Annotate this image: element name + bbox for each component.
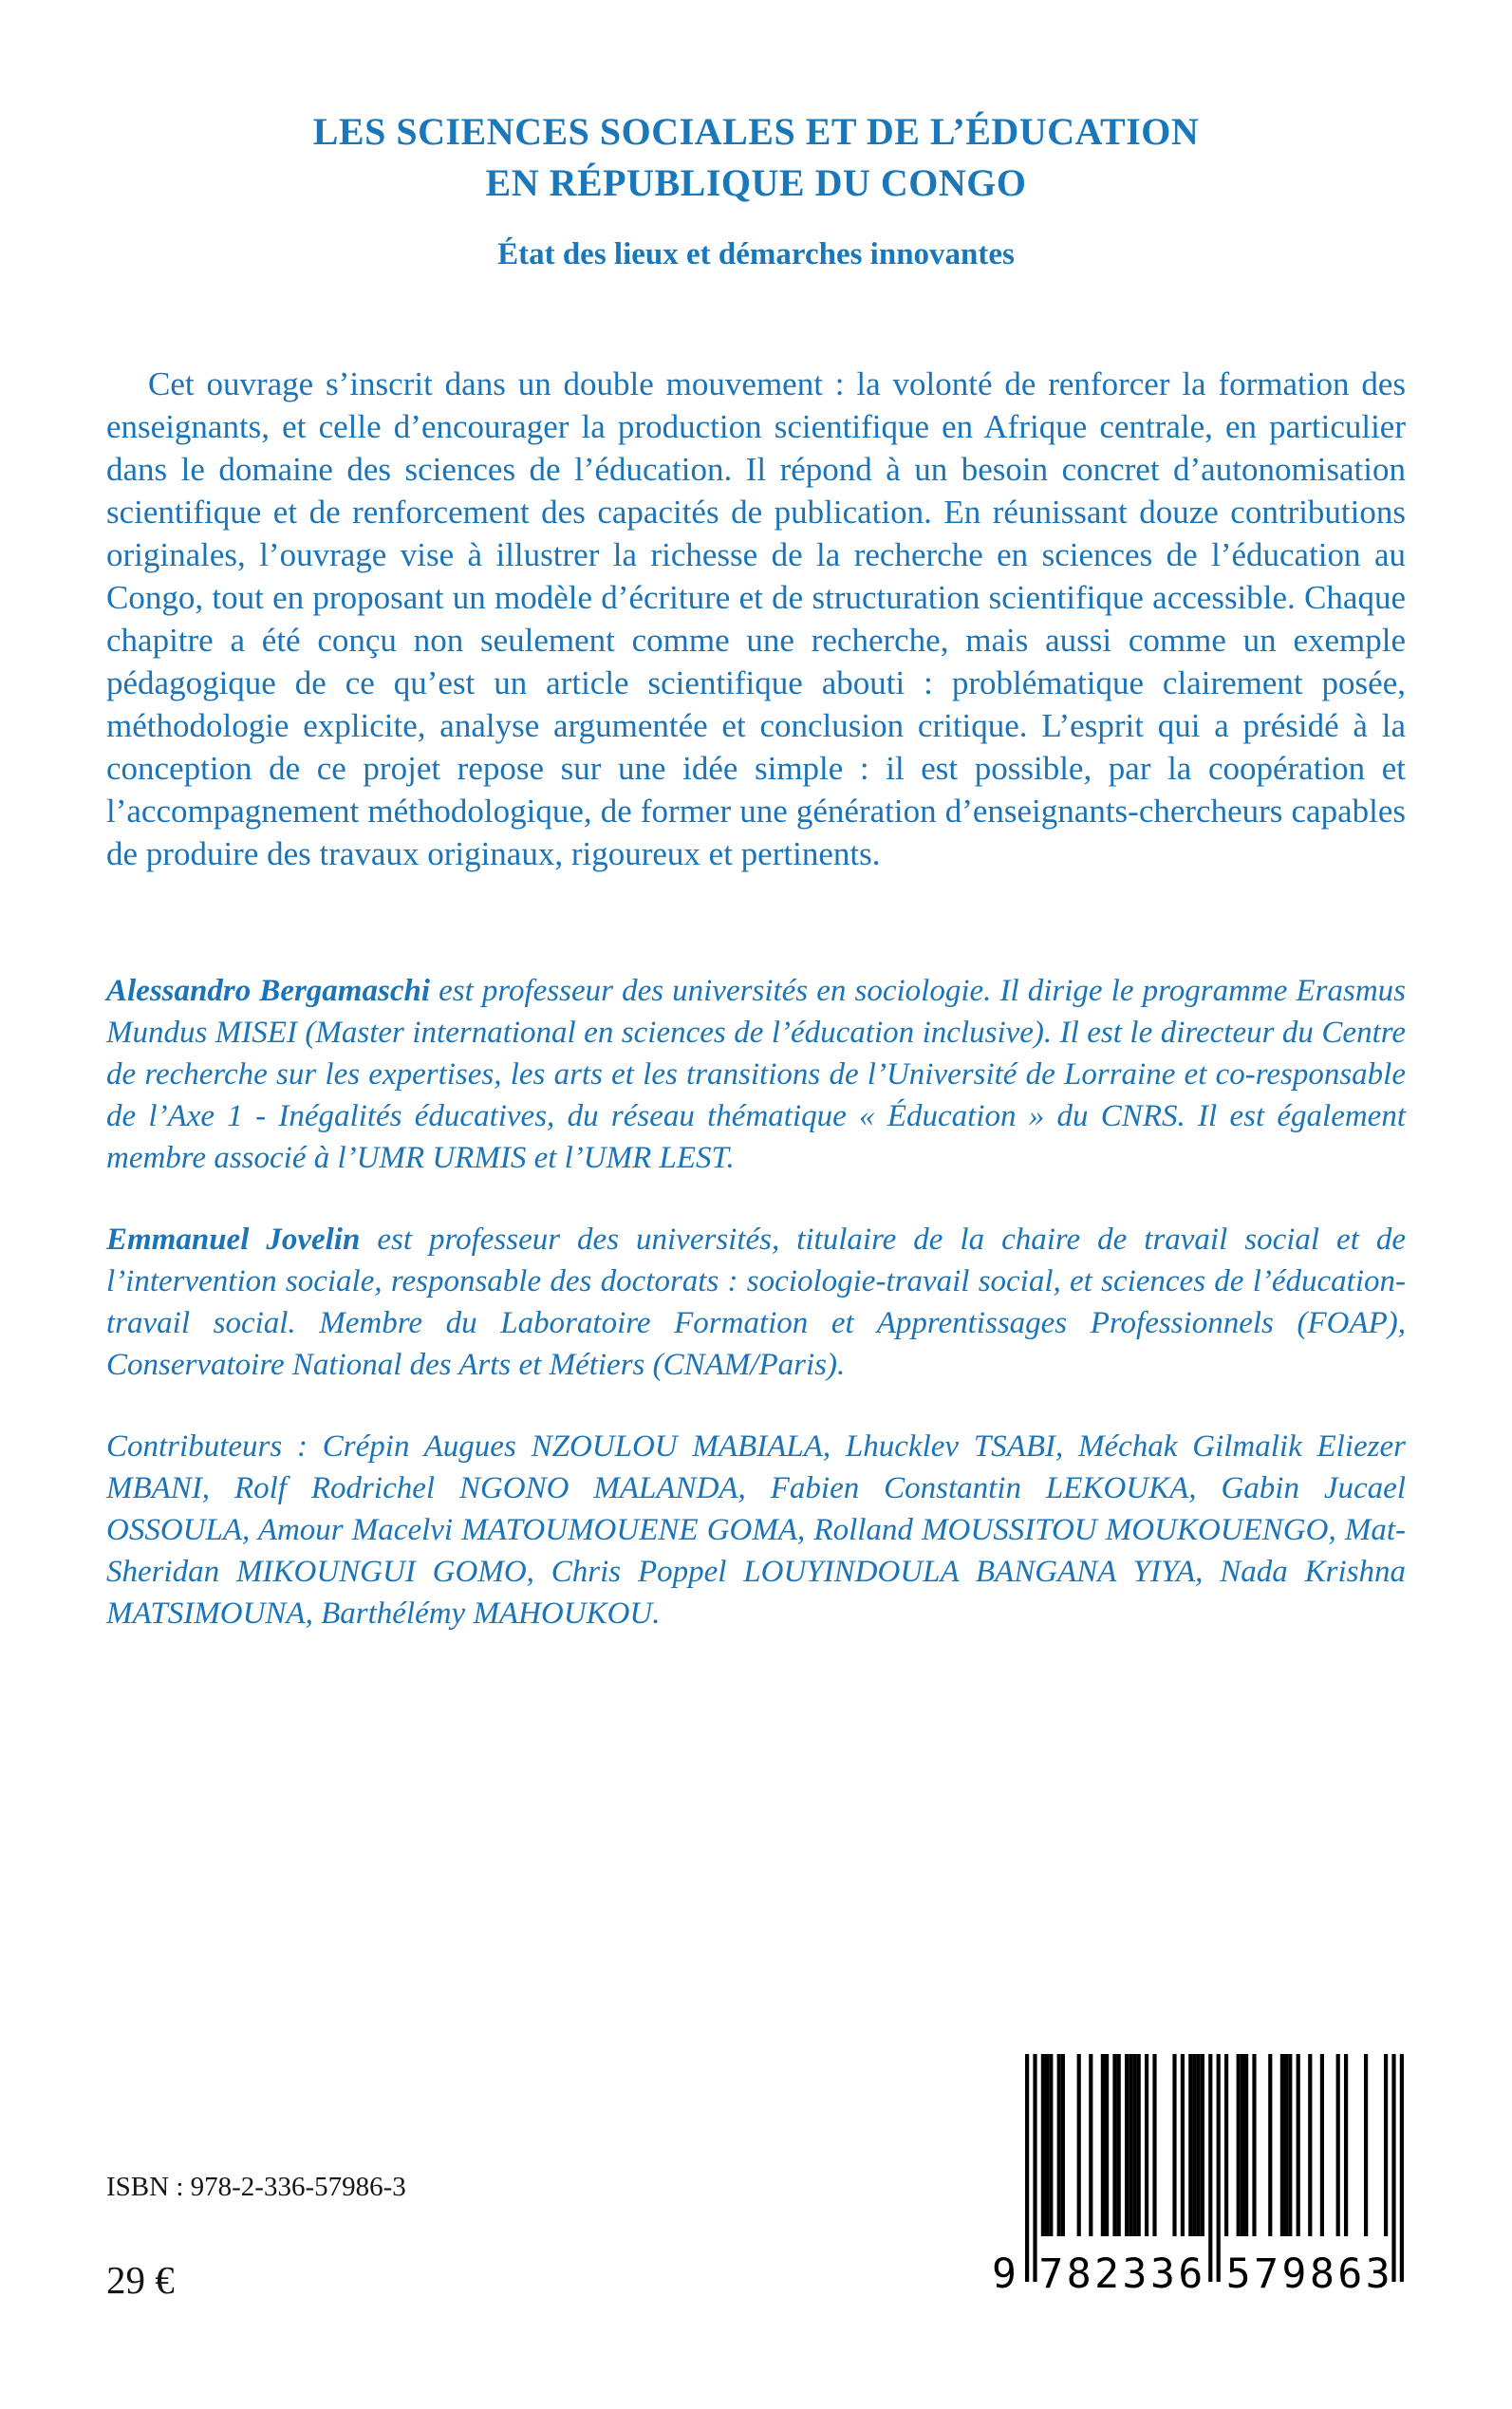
svg-text:7: 7 xyxy=(1038,2250,1064,2295)
svg-text:5: 5 xyxy=(1225,2250,1251,2295)
contributors-label: Contributeurs : xyxy=(106,1429,308,1464)
svg-text:8: 8 xyxy=(1066,2250,1092,2295)
book-title-line1: LES SCIENCES SOCIALES ET DE L’ÉDUCATION xyxy=(312,110,1200,153)
svg-text:6: 6 xyxy=(1178,2250,1204,2295)
book-subtitle: État des lieux et démarches innovantes xyxy=(497,237,1015,271)
bio-bergamaschi xyxy=(106,970,1406,1179)
synopsis-paragraph: Cet ouvrage s’inscrit dans un double mouvement : la volonté de renforcer la formation des enseignants, et celle d’encourager la production scientifique en Afrique centrale, en particulier dans le domaine des sciences de l’éducation. Il répond à un besoin concret d’autonomisation scientifique et de renforcement des capacités de publication. En réunissant douze contributions originales, l’ouvrage vise à illustrer la richesse de la recherche en sciences de l’éducation au Congo, tout en proposant un modèle d’écriture et de structuration scientifique accessible. Chaque chapitre a été conçu non seulement comme une recherche, mais aussi comme un exemple pédagogique de ce qu’est un article scientifique abouti : problématique clairement posée, méthodologie explicite, analyse argumentée et conclusion critique. L’esprit qui a présidé à la conception de ce projet repose sur une idée simple : il est possible, par la coopération et l’accompagnement méthodologique, de former une génération d’enseignants-chercheurs capables de produire des travaux originaux, rigoureux et pertinents. xyxy=(106,365,1406,872)
svg-text:9: 9 xyxy=(1281,2250,1307,2295)
svg-text:8: 8 xyxy=(1309,2250,1335,2295)
bio-author-text: est professeur des universités, titulaire de la chaire de travail social et de l’intervention sociale, responsable des doctorats : sociologie-travail social, et sciences de l’éducation-travail social. Membre du Laboratoire Formation et Apprentissages Professionnels (FOAP), Conservatoire National des Arts et Métiers (CNAM/Paris). xyxy=(106,1223,1406,1382)
contributors-list: Crépin Augues NZOULOU MABIALA, Lhucklev TSABI, Méchak Gilmalik Eliezer MBANI, Rolf Rodrichel NGONO MALANDA, Fabien Constantin LEKOUKA, Gabin Jucael OSSOULA, Amour Macelvi MATOUMOUENE GOMA, Rolland MOUSSITOU MOUKOUENGO, Mat-Sheridan MIKOUNGUI GOMO, Chris Poppel LOUYINDOULA BANGANA YIYA, Nada Krishna MATSIMOUNA, Barthélémy MAHOUKOU. xyxy=(106,1429,1406,1631)
ean13-barcode xyxy=(985,2054,1413,2300)
svg-text:6: 6 xyxy=(1337,2250,1363,2295)
svg-text:3: 3 xyxy=(1365,2250,1391,2295)
svg-text:2: 2 xyxy=(1094,2250,1120,2295)
bio-author-name: Emmanuel Jovelin xyxy=(106,1223,361,1257)
bio-author-text: est professeur des universités en sociologie. Il dirige le programme Erasmus Mundus MISEI (Master international en sciences de l’éducation inclusive). Il est le directeur du Centre de recherche sur les expertises, les arts et les transitions de l’Université de Lorraine et co-responsable de l’Axe 1 - Inégalités éducatives, du réseau thématique « Éducation » du CNRS. Il est également membre associé à l’UMR URMIS et l’UMR LEST. xyxy=(106,974,1406,1175)
ean13-barcode-svg xyxy=(985,2054,1413,2295)
contributors-paragraph xyxy=(106,1426,1406,1634)
book-title-line2: EN RÉPUBLIQUE DU CONGO xyxy=(485,161,1027,204)
book-title xyxy=(106,106,1406,209)
author-bios xyxy=(106,970,1406,1634)
bio-author-name: Alessandro Bergamaschi xyxy=(106,974,430,1008)
svg-text:3: 3 xyxy=(1122,2250,1148,2295)
isbn-label: ISBN : 978-2-336-57986-3 xyxy=(106,2172,406,2202)
title-block xyxy=(106,106,1406,273)
svg-text:3: 3 xyxy=(1149,2250,1175,2295)
price-label: 29 € xyxy=(106,2258,175,2302)
svg-text:7: 7 xyxy=(1254,2250,1279,2295)
bio-jovelin xyxy=(106,1219,1406,1386)
svg-text:9: 9 xyxy=(992,2250,1017,2295)
